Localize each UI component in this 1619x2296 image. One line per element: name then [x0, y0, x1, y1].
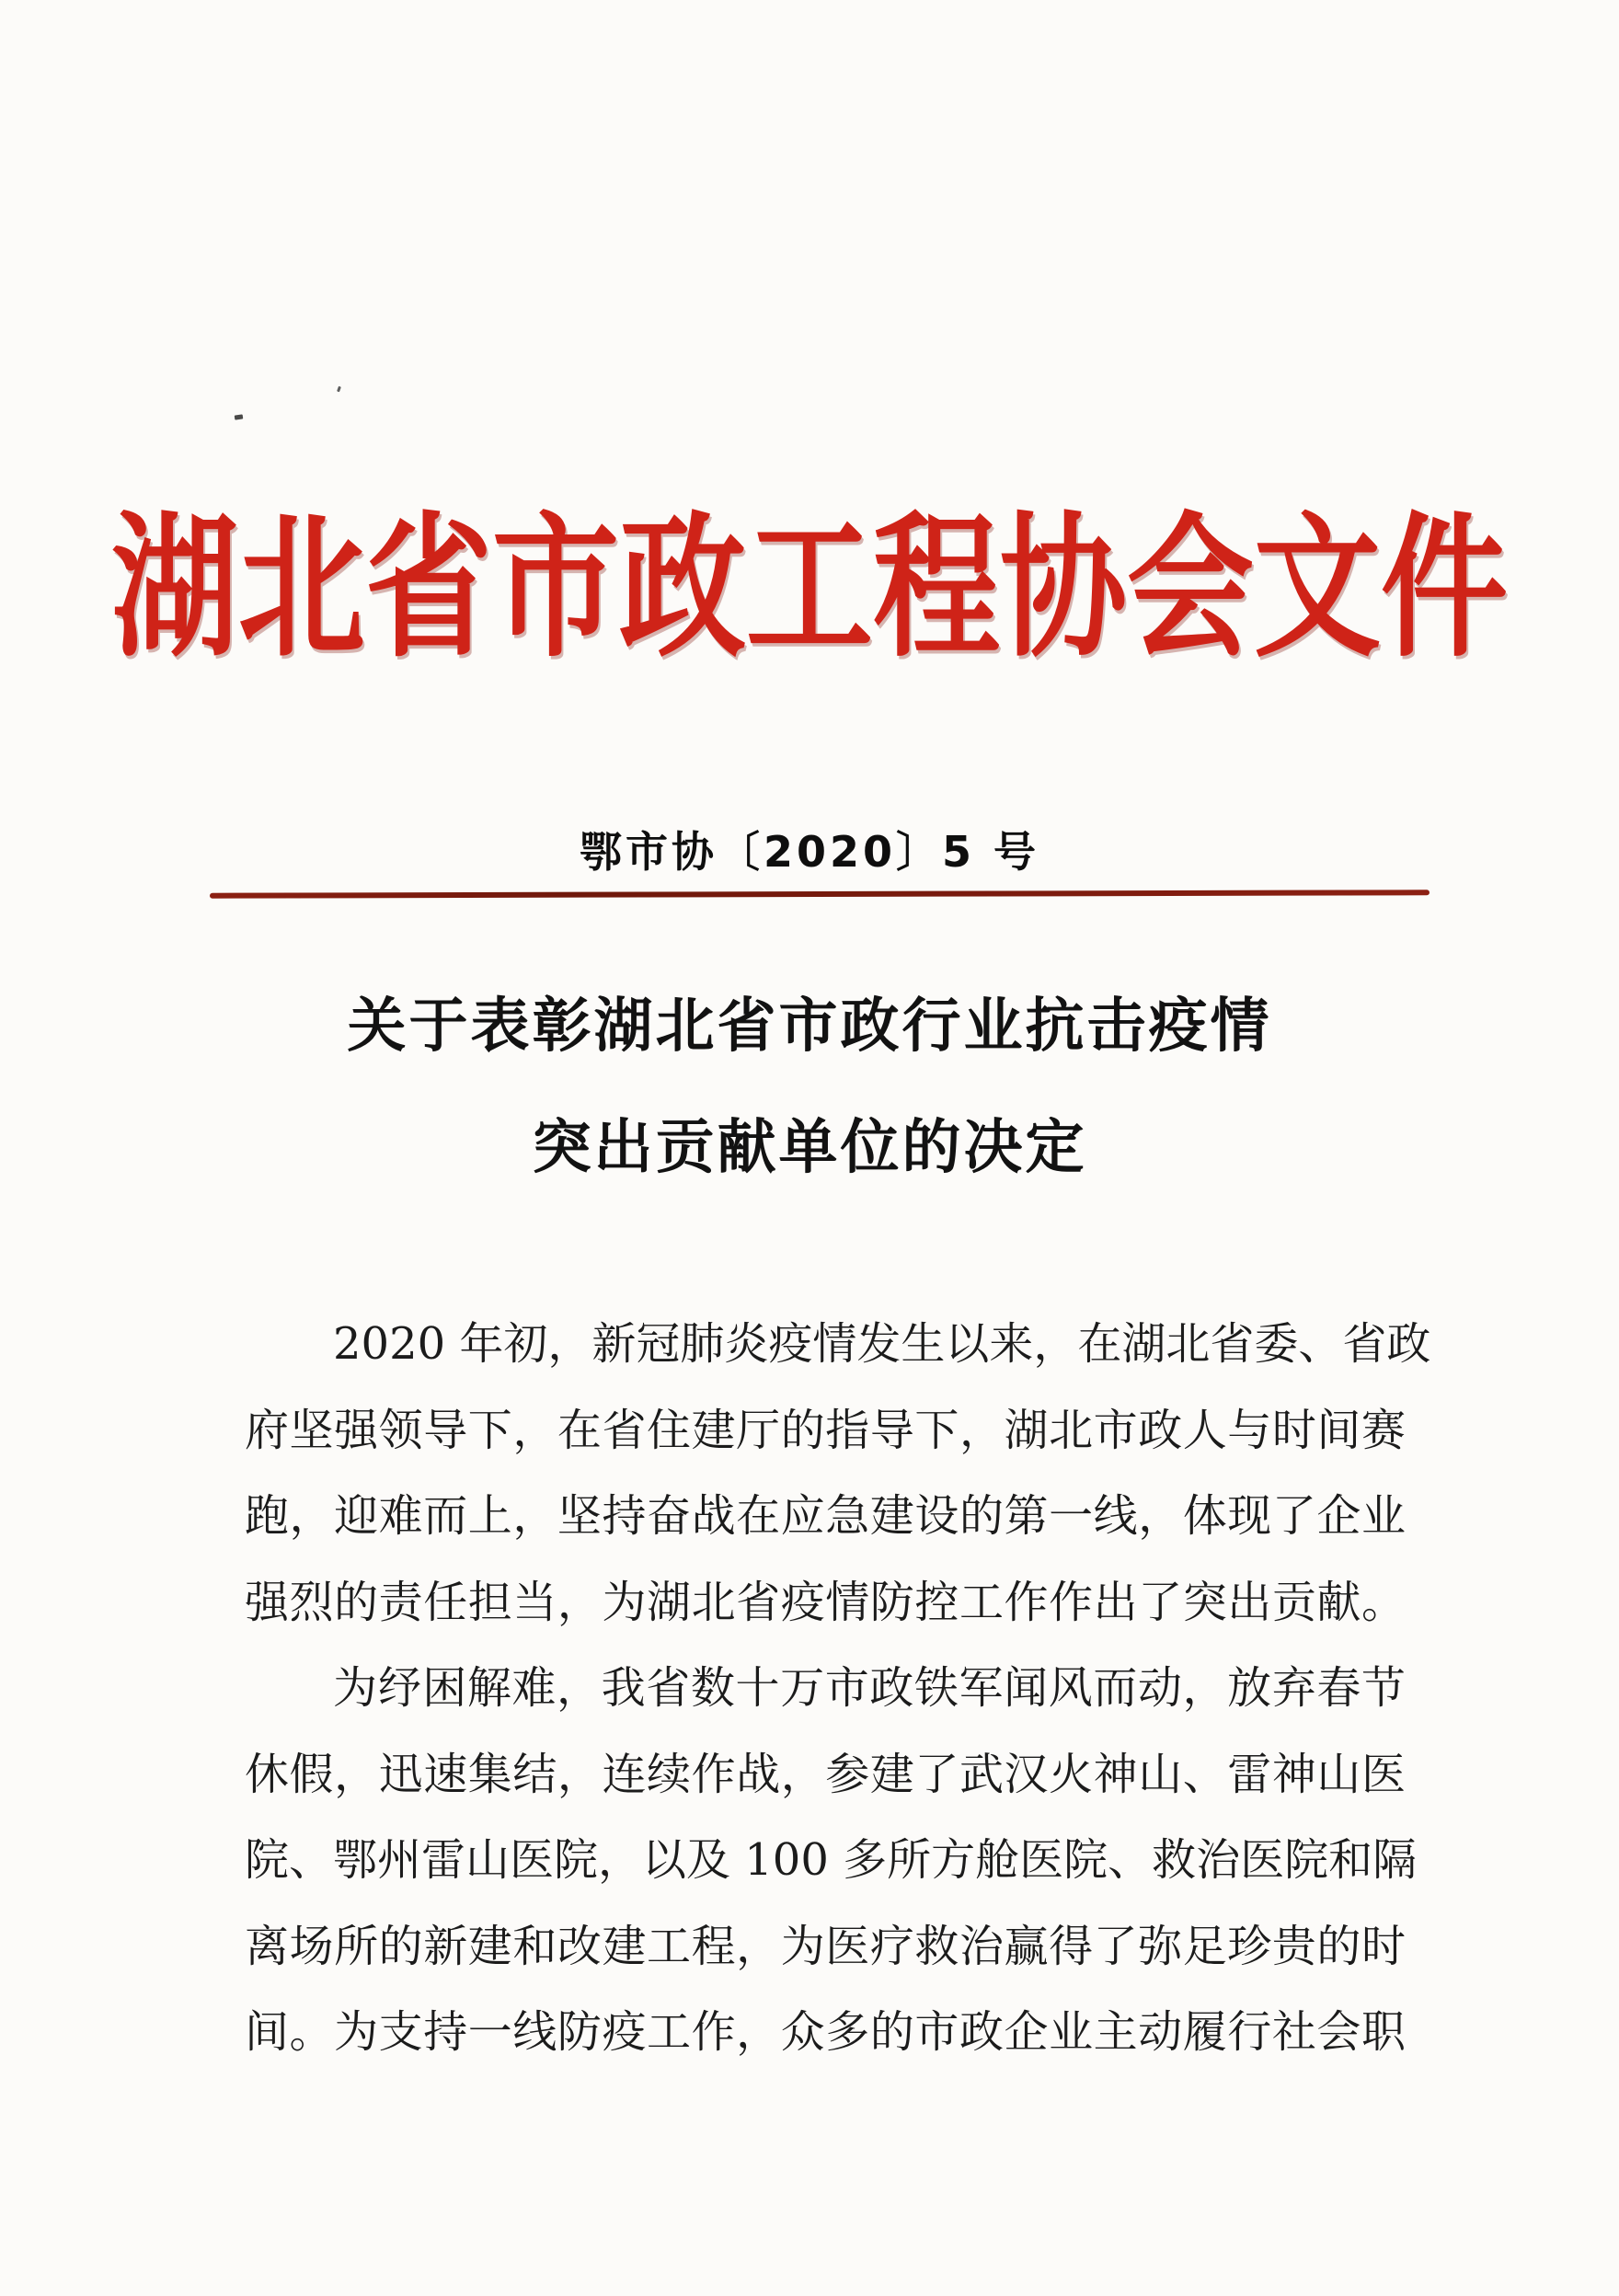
body-line: 为纾困解难，我省数十万市政铁军闻风而动，放弃春节	[333, 1662, 1406, 1714]
red-separator-line	[210, 890, 1430, 898]
body-line: 院、鄂州雷山医院，以及 100 多所方舱医院、救治医院和隔	[245, 1834, 1418, 1886]
scan-speck	[337, 386, 341, 393]
body-line: 离场所的新建和改建工程，为医疗救治赢得了弥足珍贵的时	[245, 1920, 1406, 1972]
document-title-line-2: 突出贡献单位的决定	[532, 1113, 1087, 1182]
body-line: 跑，迎难而上，坚持奋战在应急建设的第一线，体现了企业	[245, 1490, 1406, 1542]
body-line: 府坚强领导下，在省住建厅的指导下，湖北市政人与时间赛	[245, 1404, 1406, 1456]
scan-speck	[235, 414, 244, 419]
document-title-line-1: 关于表彰湖北省市政行业抗击疫情	[347, 992, 1272, 1061]
body-line: 强烈的责任担当，为湖北省疫情防控工作作出了突出贡献。	[245, 1576, 1406, 1628]
body-line: 休假，迅速集结，连续作战，参建了武汉火神山、雷神山医	[245, 1748, 1406, 1800]
document-title	[0, 966, 1619, 1209]
letterhead-title: 湖北省市政工程协会文件	[110, 495, 1508, 679]
body-line: 2020 年初，新冠肺炎疫情发生以来，在湖北省委、省政	[333, 1318, 1431, 1370]
document-number: 鄂市协〔2020〕5 号	[579, 827, 1040, 877]
document-body	[245, 1302, 1431, 2076]
body-line: 间。为支持一线防疫工作，众多的市政企业主动履行社会职	[245, 2006, 1406, 2058]
